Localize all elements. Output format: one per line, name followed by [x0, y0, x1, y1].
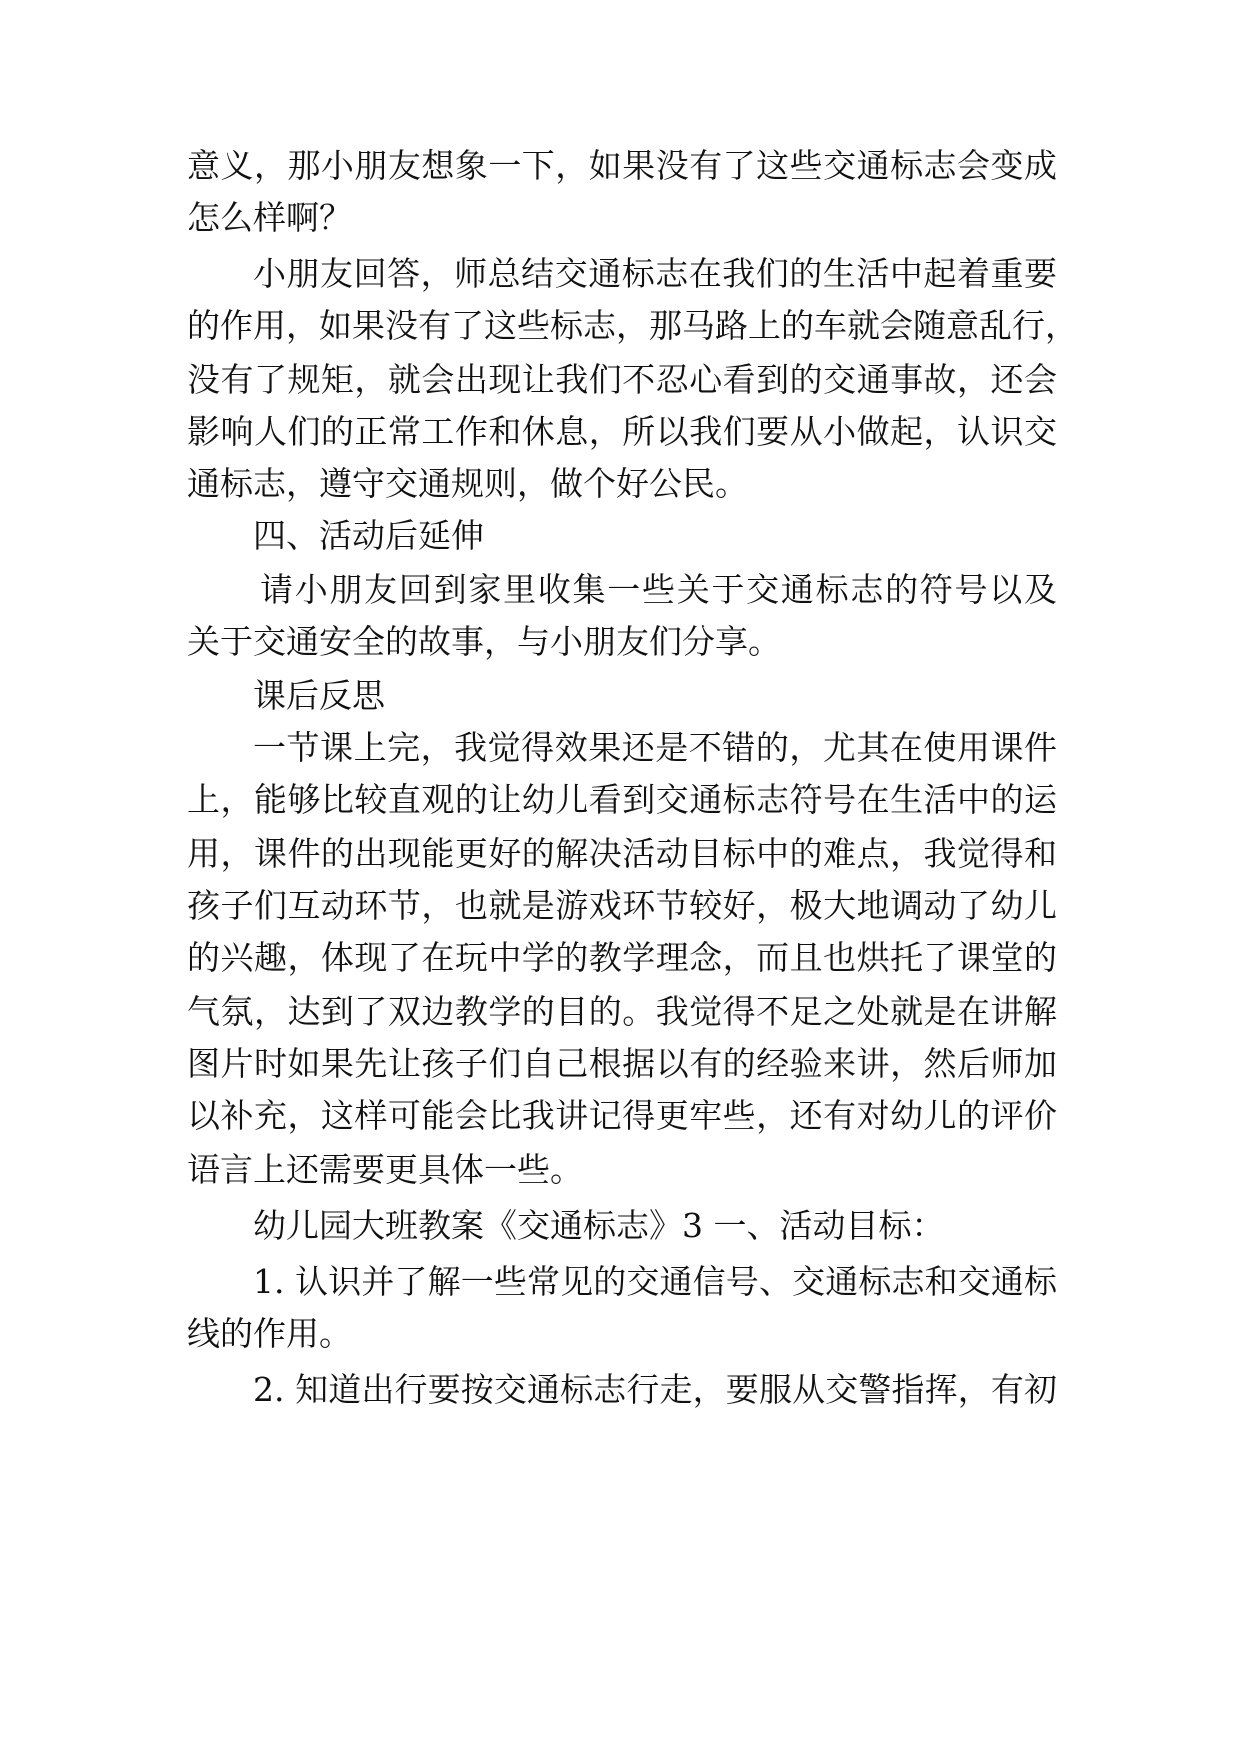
paragraph-start-line: 请小朋友回到家里收集一些关于交通标志的符号以及: [260, 570, 1057, 609]
text-line: 语言上还需要更具体一些。: [187, 1150, 583, 1189]
text-line: 线的作用。: [187, 1314, 352, 1353]
text-line: 图片时如果先让孩子们自己根据以有的经验来讲，然后师加: [187, 1044, 1057, 1083]
paragraph-start-line: 一节课上完，我觉得效果还是不错的，尤其在使用课件: [253, 728, 1057, 767]
lesson-title-line: 幼儿园大班教案《交通标志》3 一、活动目标：: [253, 1206, 945, 1245]
text-line: 的兴趣，体现了在玩中学的教学理念，而且也烘托了课堂的: [187, 938, 1057, 977]
text-line: 意义，那小朋友想象一下，如果没有了这些交通标志会变成: [187, 146, 1057, 185]
text-line: 影响人们的正常工作和休息，所以我们要从小做起，认识交: [187, 412, 1057, 451]
text-line: 用，课件的出现能更好的解决活动目标中的难点，我觉得和: [187, 834, 1057, 873]
text-line: 关于交通安全的故事，与小朋友们分享。: [187, 622, 781, 661]
objective-item: 2. 知道出行要按交通标志行走，要服从交警指挥，有初: [253, 1370, 1057, 1409]
objective-item: 1. 认识并了解一些常见的交通信号、交通标志和交通标: [253, 1262, 1057, 1301]
text-line: 的作用，如果没有了这些标志，那马路上的车就会随意乱行，: [187, 306, 1078, 345]
text-line: 没有了规矩，就会出现让我们不忍心看到的交通事故，还会: [187, 360, 1057, 399]
text-line: 气氛，达到了双边教学的目的。我觉得不足之处就是在讲解: [187, 992, 1057, 1031]
section-heading: 课后反思: [253, 676, 385, 715]
text-line: 上，能够比较直观的让幼儿看到交通标志符号在生活中的运: [187, 780, 1057, 819]
text-line: 以补充，这样可能会比我讲记得更牢些，还有对幼儿的评价: [187, 1096, 1057, 1135]
text-line: 孩子们互动环节，也就是游戏环节较好，极大地调动了幼儿: [187, 886, 1057, 925]
text-line: 怎么样啊？: [187, 198, 352, 237]
text-line: 通标志，遵守交通规则，做个好公民。: [187, 464, 748, 503]
section-heading: 四、活动后延伸: [253, 516, 484, 555]
paragraph-start-line: 小朋友回答，师总结交通标志在我们的生活中起着重要: [253, 254, 1057, 293]
